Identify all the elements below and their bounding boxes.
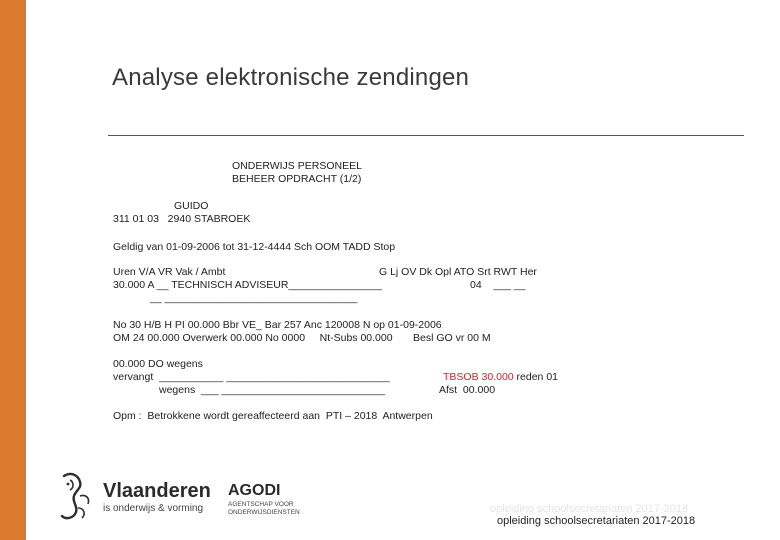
accent-side-bar bbox=[0, 0, 26, 540]
validity-line: Geldig van 01-09-2006 tot 31-12-4444 Sch OOM TADD Stop bbox=[113, 241, 396, 253]
agodi-logo-name: AGODI bbox=[228, 482, 281, 499]
assignment-row-1-codes: 04 ___ __ bbox=[470, 279, 526, 291]
tbsob-line bbox=[443, 371, 558, 384]
replaces-line: vervangt ___________ ____________________________ bbox=[113, 371, 390, 383]
slide-title: Analyse elektronische zendingen bbox=[112, 64, 470, 91]
tbsob-code: TBSOB 30.000 bbox=[443, 371, 514, 383]
overtime-line: OM 24 00.000 Overwerk 00.000 No 0000 Nt-Subs 00.000 Besl GO vr 00 M bbox=[113, 332, 491, 344]
flemish-lion-logo-icon bbox=[56, 468, 100, 524]
footer-text: opleiding schoolsecretariaten 2017-2018 bbox=[497, 515, 696, 527]
column-header-right: G Lj OV Dk Opl ATO Srt RWT Her bbox=[379, 266, 537, 278]
do-line: 00.000 DO wegens bbox=[113, 358, 203, 370]
vlaanderen-logo-name: Vlaanderen bbox=[103, 480, 211, 502]
vlaanderen-logo-subtitle: is onderwijs & vorming bbox=[103, 503, 204, 514]
column-header-left: Uren V/A VR Vak / Ambt bbox=[113, 266, 226, 278]
remark-line: Opm : Betrokkene wordt gereaffecteerd aan PTI – 2018 Antwerpen bbox=[113, 410, 433, 422]
hours-line: No 30 H/B H PI 00.000 Bbr VE_ Bar 257 Anc 120008 N op 01-09-2006 bbox=[113, 319, 442, 331]
assignment-row-2: __ _________________________________ bbox=[150, 292, 358, 304]
footer-logos bbox=[52, 468, 312, 528]
address-line: 311 01 03 2940 STABROEK bbox=[113, 213, 251, 225]
assignment-row-1: 30.000 A __ TECHNISCH ADVISEUR________________ bbox=[113, 279, 382, 291]
header-line-1: ONDERWIJS PERSONEEL bbox=[232, 160, 362, 172]
reason-code: reden 01 bbox=[513, 371, 558, 383]
title-divider bbox=[108, 135, 744, 136]
recipient-name: GUIDO bbox=[174, 200, 209, 212]
distance-value: Afst 00.000 bbox=[439, 384, 496, 396]
header-line-2: BEHEER OPDRACHT (1/2) bbox=[232, 173, 362, 185]
footer-ghost-text: opleiding schoolsecretariaten 2017-2018 bbox=[490, 503, 689, 515]
agodi-logo-subtitle: AGENTSCHAP VOOR ONDERWIJSDIENSTEN bbox=[228, 501, 300, 516]
because-of-line: wegens ___ ____________________________ bbox=[159, 384, 385, 396]
